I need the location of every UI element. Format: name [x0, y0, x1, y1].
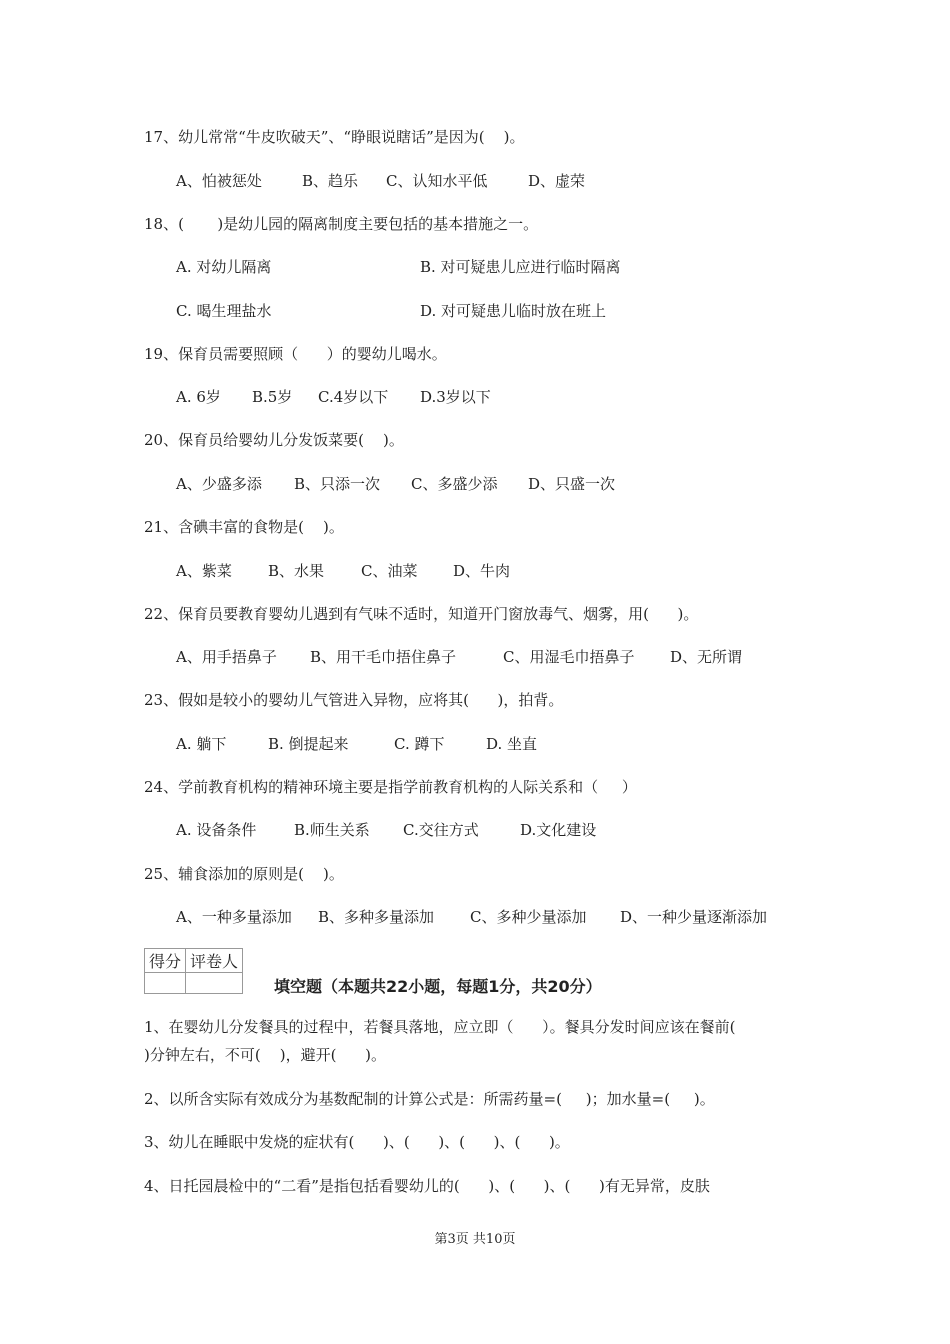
- question-20-option-a: A、少盛多添: [176, 475, 262, 493]
- question-18-option-a: A. 对幼儿隔离: [176, 258, 272, 276]
- question-24-option-d: D.文化建设: [520, 821, 597, 839]
- question-19-option-b: B.5岁: [252, 388, 293, 406]
- score-cell: [145, 973, 186, 994]
- question-25-option-c: C、多种少量添加: [470, 908, 587, 926]
- question-25-option-a: A、一种多量添加: [176, 908, 292, 926]
- question-25-option-d: D、一种少量逐渐添加: [620, 908, 768, 926]
- question-18-option-d: D. 对可疑患儿临时放在班上: [420, 302, 607, 320]
- fill-question-2: 2、以所含实际有效成分为基数配制的计算公式是：所需药量=( )；加水量=( )。: [144, 1090, 715, 1108]
- question-21-option-d: D、牛肉: [453, 562, 511, 580]
- question-22-option-d: D、无所谓: [670, 648, 743, 666]
- question-25-option-b: B、多种多量添加: [318, 908, 435, 926]
- question-17-option-c: C、认知水平低: [386, 172, 488, 190]
- question-21-option-c: C、油菜: [361, 562, 418, 580]
- question-22-option-a: A、用手捂鼻子: [176, 648, 277, 666]
- question-23-option-d: D. 坐直: [486, 735, 538, 753]
- section-title: 填空题（本题共22小题，每题1分，共20分）: [274, 977, 602, 996]
- score-header: 得分: [145, 949, 186, 973]
- question-23-stem: 23、假如是较小的婴幼儿气管进入异物，应将其( )，拍背。: [144, 691, 564, 709]
- question-24-stem: 24、学前教育机构的精神环境主要是指学前教育机构的人际关系和（ ）: [144, 778, 637, 796]
- question-19-stem: 19、保育员需要照顾（ ）的婴幼儿喝水。: [144, 345, 447, 363]
- question-17-stem: 17、幼儿常常“牛皮吹破天”、“睁眼说瞎话”是因为( )。: [144, 128, 525, 146]
- question-23-option-b: B. 倒提起来: [268, 735, 349, 753]
- question-24-option-b: B.师生关系: [294, 821, 370, 839]
- fill-question-1-line-2: )分钟左右，不可( )，避开( )。: [144, 1046, 386, 1064]
- question-20-option-c: C、多盛少添: [411, 475, 498, 493]
- question-23-option-a: A. 躺下: [176, 735, 227, 753]
- page-footer: 第3页 共10页: [434, 1232, 516, 1247]
- question-20-option-d: D、只盛一次: [528, 475, 616, 493]
- question-19-option-a: A. 6岁: [176, 388, 221, 406]
- question-21-option-b: B、水果: [268, 562, 325, 580]
- question-21-stem: 21、含碘丰富的食物是( )。: [144, 518, 344, 536]
- reviewer-header: 评卷人: [186, 949, 243, 973]
- question-18-stem: 18、( )是幼儿园的隔离制度主要包括的基本措施之一。: [144, 215, 539, 233]
- question-19-option-d: D.3岁以下: [420, 388, 491, 406]
- fill-question-4: 4、日托园晨检中的“二看”是指包括看婴幼儿的( )、( )、( )有无异常，皮肤: [144, 1177, 710, 1195]
- question-17-option-d: D、虚荣: [528, 172, 586, 190]
- fill-question-3: 3、幼儿在睡眠中发烧的症状有( )、( )、( )、( )。: [144, 1133, 570, 1151]
- question-21-option-a: A、紫菜: [176, 562, 232, 580]
- reviewer-cell: [186, 973, 243, 994]
- question-25-stem: 25、辅食添加的原则是( )。: [144, 865, 344, 883]
- fill-question-1-line-1: 1、在婴幼儿分发餐具的过程中，若餐具落地，应立即（ ）。餐具分发时间应该在餐前(: [144, 1018, 736, 1036]
- question-22-option-b: B、用干毛巾捂住鼻子: [310, 648, 457, 666]
- question-22-stem: 22、保育员要教育婴幼儿遇到有气味不适时，知道开门窗放毒气、烟雾，用( )。: [144, 605, 699, 623]
- score-table: [144, 948, 243, 994]
- question-19-option-c: C.4岁以下: [318, 388, 389, 406]
- question-17-option-b: B、趋乐: [302, 172, 359, 190]
- question-20-option-b: B、只添一次: [294, 475, 381, 493]
- question-24-option-a: A. 设备条件: [176, 821, 257, 839]
- question-20-stem: 20、保育员给婴幼儿分发饭菜要( )。: [144, 431, 404, 449]
- question-22-option-c: C、用湿毛巾捂鼻子: [503, 648, 635, 666]
- question-24-option-c: C.交往方式: [403, 821, 479, 839]
- question-18-option-b: B. 对可疑患儿应进行临时隔离: [420, 258, 621, 276]
- question-18-option-c: C. 喝生理盐水: [176, 302, 272, 320]
- question-17-option-a: A、怕被惩处: [176, 172, 262, 190]
- question-23-option-c: C. 蹲下: [394, 735, 445, 753]
